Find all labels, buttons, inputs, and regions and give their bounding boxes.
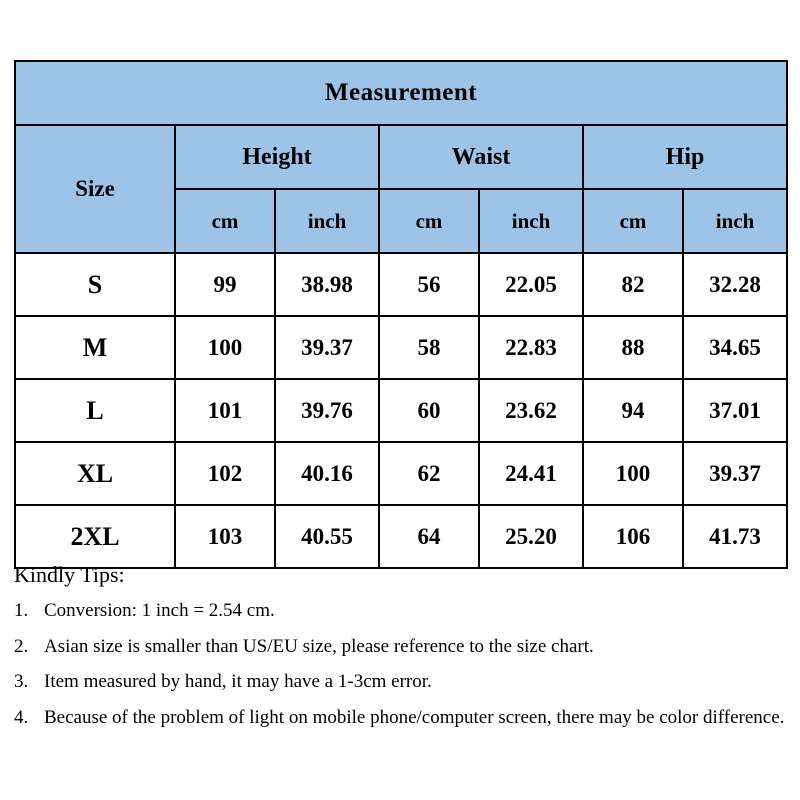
column-header-hip: Hip <box>583 125 787 189</box>
table-group-header-row <box>15 125 787 189</box>
measurement-table <box>14 60 788 569</box>
cell-hip-inch: 39.37 <box>683 442 787 505</box>
cell-waist-cm: 56 <box>379 253 479 316</box>
cell-size: XL <box>15 442 175 505</box>
tip-number: 2. <box>14 635 29 657</box>
tip-number: 1. <box>14 600 29 621</box>
unit-header-waist-inch: inch <box>479 189 583 253</box>
column-header-waist: Waist <box>379 125 583 189</box>
column-header-height: Height <box>175 125 379 189</box>
list-item <box>14 598 786 624</box>
measurement-table-container <box>14 60 786 569</box>
table-title-row <box>15 61 787 125</box>
cell-hip-inch: 41.73 <box>683 505 787 568</box>
cell-height-inch: 40.16 <box>275 442 379 505</box>
cell-hip-inch: 37.01 <box>683 379 787 442</box>
cell-waist-cm: 60 <box>379 379 479 442</box>
cell-height-cm: 102 <box>175 442 275 505</box>
cell-height-inch: 40.55 <box>275 505 379 568</box>
cell-waist-cm: 64 <box>379 505 479 568</box>
cell-size: L <box>15 379 175 442</box>
list-item <box>14 669 786 695</box>
cell-height-cm: 103 <box>175 505 275 568</box>
tip-text: Conversion: 1 inch = 2.54 cm. <box>44 600 275 621</box>
cell-hip-cm: 100 <box>583 442 683 505</box>
tip-text: Because of the problem of light on mobile phone/computer screen, there may be color difference. <box>44 706 785 728</box>
cell-waist-cm: 62 <box>379 442 479 505</box>
cell-waist-inch: 25.20 <box>479 505 583 568</box>
cell-hip-inch: 32.28 <box>683 253 787 316</box>
unit-header-height-cm: cm <box>175 189 275 253</box>
cell-height-inch: 39.76 <box>275 379 379 442</box>
unit-header-hip-cm: cm <box>583 189 683 253</box>
list-item <box>14 634 786 660</box>
tips-heading: Kindly Tips: <box>14 562 125 587</box>
cell-hip-cm: 106 <box>583 505 683 568</box>
column-header-size: Size <box>15 125 175 253</box>
tip-text: Item measured by hand, it may have a 1-3cm error. <box>44 671 432 693</box>
cell-height-cm: 101 <box>175 379 275 442</box>
table-row <box>15 505 787 568</box>
cell-height-cm: 99 <box>175 253 275 316</box>
tip-text: Asian size is smaller than US/EU size, please reference to the size chart. <box>44 635 594 657</box>
cell-height-inch: 38.98 <box>275 253 379 316</box>
cell-waist-cm: 58 <box>379 316 479 379</box>
cell-height-inch: 39.37 <box>275 316 379 379</box>
cell-waist-inch: 23.62 <box>479 379 583 442</box>
kindly-tips-section <box>14 562 786 741</box>
tip-number: 4. <box>14 706 29 728</box>
table-row <box>15 442 787 505</box>
table-row <box>15 253 787 316</box>
cell-size: S <box>15 253 175 316</box>
cell-hip-cm: 82 <box>583 253 683 316</box>
cell-hip-inch: 34.65 <box>683 316 787 379</box>
cell-waist-inch: 22.83 <box>479 316 583 379</box>
cell-waist-inch: 24.41 <box>479 442 583 505</box>
cell-size: M <box>15 316 175 379</box>
cell-hip-cm: 88 <box>583 316 683 379</box>
list-item <box>14 705 786 731</box>
unit-header-height-inch: inch <box>275 189 379 253</box>
tip-number: 3. <box>14 671 29 693</box>
cell-height-cm: 100 <box>175 316 275 379</box>
table-row <box>15 379 787 442</box>
table-title: Measurement <box>15 61 787 125</box>
unit-header-hip-inch: inch <box>683 189 787 253</box>
unit-header-waist-cm: cm <box>379 189 479 253</box>
table-row <box>15 316 787 379</box>
cell-hip-cm: 94 <box>583 379 683 442</box>
cell-waist-inch: 22.05 <box>479 253 583 316</box>
cell-size: 2XL <box>15 505 175 568</box>
